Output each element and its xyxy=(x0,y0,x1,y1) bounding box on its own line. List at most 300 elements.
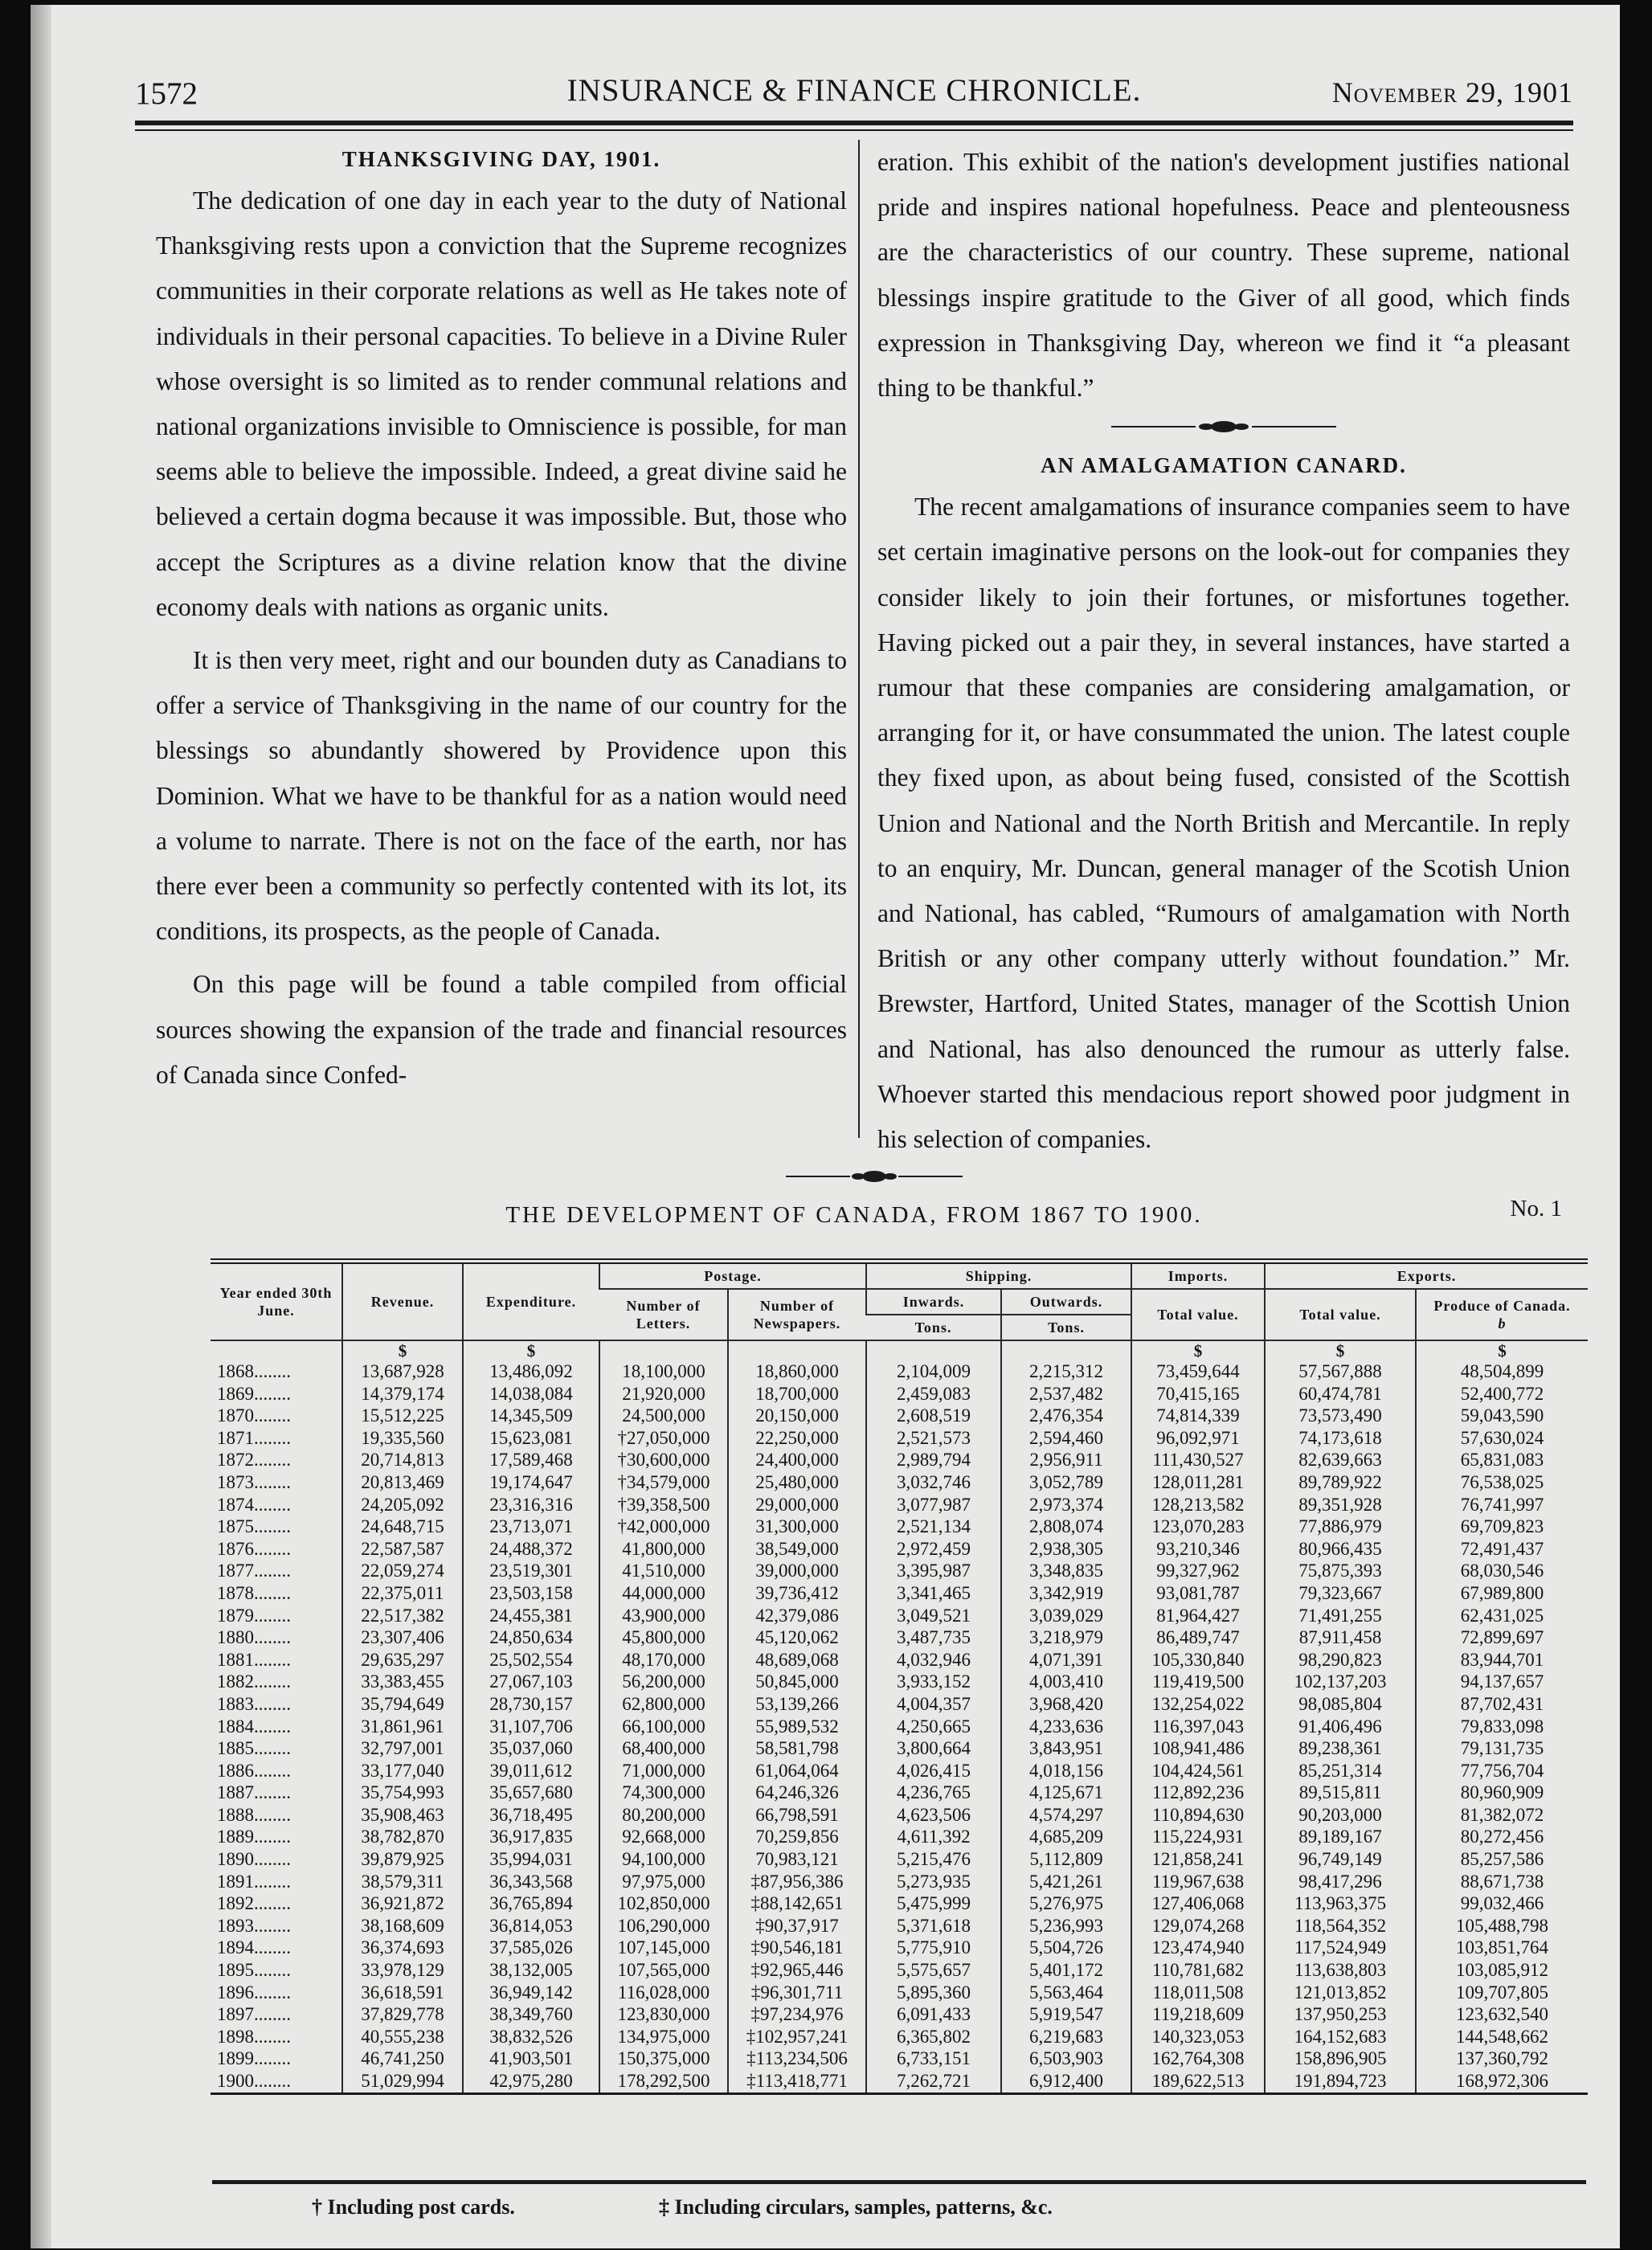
cell-expenditure: 14,038,084 xyxy=(463,1383,599,1405)
cell-expenditure: 13,486,092 xyxy=(463,1360,599,1383)
cell-imports: 119,967,638 xyxy=(1131,1871,1265,1893)
cell-expenditure: 36,343,568 xyxy=(463,1871,599,1893)
cell-outwards: 3,218,979 xyxy=(1001,1626,1131,1649)
currency-symbol: $ xyxy=(1416,1340,1588,1360)
header-exports-total: Total value. xyxy=(1265,1289,1416,1340)
cell-produce: 68,030,546 xyxy=(1416,1560,1588,1582)
table-row xyxy=(211,1582,1588,1605)
cell-expenditure: 31,107,706 xyxy=(463,1716,599,1738)
cell-imports: 129,074,268 xyxy=(1131,1915,1265,1937)
cell-year: 1874........ xyxy=(217,1494,291,1515)
cell-newspapers: 24,400,000 xyxy=(728,1449,866,1471)
cell-exports: 74,173,618 xyxy=(1265,1427,1416,1450)
cell-inwards: 3,933,152 xyxy=(866,1671,1001,1693)
cell-revenue: 46,741,250 xyxy=(342,2048,463,2070)
cell-newspapers: ‡97,234,976 xyxy=(728,2003,866,2026)
cell-inwards: 3,487,735 xyxy=(866,1626,1001,1649)
cell-imports: 74,814,339 xyxy=(1131,1405,1265,1427)
newspaper-page xyxy=(31,5,1620,2248)
cell-imports: 123,474,940 xyxy=(1131,1937,1265,1959)
cell-expenditure: 36,765,894 xyxy=(463,1892,599,1915)
cell-outwards: 2,537,482 xyxy=(1001,1383,1131,1405)
cell-imports: 70,415,165 xyxy=(1131,1383,1265,1405)
cell-letters: 68,400,000 xyxy=(599,1737,728,1760)
cell-letters: 107,565,000 xyxy=(599,1959,728,1982)
cell-produce: 88,671,738 xyxy=(1416,1871,1588,1893)
cell-outwards: 2,956,911 xyxy=(1001,1449,1131,1471)
table-row xyxy=(211,1737,1588,1760)
cell-revenue: 22,587,587 xyxy=(342,1538,463,1561)
cell-outwards: 5,563,464 xyxy=(1001,1982,1131,2004)
header-inwards: Inwards. xyxy=(866,1289,1001,1315)
cell-inwards: 2,459,083 xyxy=(866,1383,1001,1405)
cell-exports: 79,323,667 xyxy=(1265,1582,1416,1605)
cell-year: 1870........ xyxy=(217,1405,291,1426)
cell-year: 1899........ xyxy=(217,2048,291,2069)
table-row xyxy=(211,1826,1588,1848)
cell-letters: 92,668,000 xyxy=(599,1826,728,1848)
cell-exports: 96,749,149 xyxy=(1265,1848,1416,1871)
cell-imports: 132,254,022 xyxy=(1131,1693,1265,1716)
cell-exports: 98,290,823 xyxy=(1265,1649,1416,1671)
cell-produce: 168,972,306 xyxy=(1416,2070,1588,2093)
cell-revenue: 33,978,129 xyxy=(342,1959,463,1982)
cell-produce: 144,548,662 xyxy=(1416,2026,1588,2048)
cell-revenue: 24,205,092 xyxy=(342,1494,463,1516)
cell-revenue: 39,879,925 xyxy=(342,1848,463,1871)
issue-date: November 29, 1901 xyxy=(1331,76,1573,108)
table-number: No. 1 xyxy=(1510,1196,1562,1221)
table-row xyxy=(211,1471,1588,1494)
table-row xyxy=(211,1871,1588,1893)
cell-produce: 62,431,025 xyxy=(1416,1605,1588,1627)
cell-exports: 60,474,781 xyxy=(1265,1383,1416,1405)
cell-newspapers: 53,139,266 xyxy=(728,1693,866,1716)
cell-inwards: 2,972,459 xyxy=(866,1538,1001,1561)
cell-revenue: 20,714,813 xyxy=(342,1449,463,1471)
cell-inwards: 2,521,134 xyxy=(866,1516,1001,1538)
currency-symbol: $ xyxy=(1131,1340,1265,1360)
cell-letters: 21,920,000 xyxy=(599,1383,728,1405)
footnote-dagger: † Including post cards. xyxy=(312,2195,515,2219)
cell-imports: 115,224,931 xyxy=(1131,1826,1265,1848)
cell-letters: †30,600,000 xyxy=(599,1449,728,1471)
cell-produce: 105,488,798 xyxy=(1416,1915,1588,1937)
table-body xyxy=(211,1340,1588,2093)
cell-imports: 99,327,962 xyxy=(1131,1560,1265,1582)
cell-newspapers: 61,064,064 xyxy=(728,1760,866,1782)
table-row xyxy=(211,1605,1588,1627)
cell-letters: 107,145,000 xyxy=(599,1937,728,1959)
cell-outwards: 4,685,209 xyxy=(1001,1826,1131,1848)
cell-year: 1894........ xyxy=(217,1937,291,1958)
cell-outwards: 5,401,172 xyxy=(1001,1959,1131,1982)
cell-year: 1882........ xyxy=(217,1671,291,1692)
cell-produce: 87,702,431 xyxy=(1416,1693,1588,1716)
cell-imports: 118,011,508 xyxy=(1131,1982,1265,2004)
article-paragraph: The recent amalgamations of insurance companies seem to have set certain imaginative persons on the look-out for companies they consider likely to join their fortunes, or misfortunes together. Having picked out a pair they, in several instances, have started a rumour that these companies are considering amalgamation, or arranging for it, or have consummated the union. The latest couple they fixed upon, as about being fused, consisted of the Scottish Union and National and the North British and Mercantile. In reply to an enquiry, Mr. Duncan, general manager of the Scotish Union and National, has cabled, “Rumours of amalgamation with North British or any other company utterly without foundation.” Mr. Brewster, Hartford, United States, manager of the Scottish Union and National, has also denounced the rumour as utterly false. Whoever started this mendacious report showed poor judgment in his selection of companies. xyxy=(877,493,1570,1154)
cell-revenue: 20,813,469 xyxy=(342,1471,463,1494)
cell-newspapers: ‡92,965,446 xyxy=(728,1959,866,1982)
cell-expenditure: 36,718,495 xyxy=(463,1804,599,1827)
cell-expenditure: 39,011,612 xyxy=(463,1760,599,1782)
cell-exports: 98,085,804 xyxy=(1265,1693,1416,1716)
cell-revenue: 22,059,274 xyxy=(342,1560,463,1582)
cell-letters: 41,800,000 xyxy=(599,1538,728,1561)
cell-revenue: 32,797,001 xyxy=(342,1737,463,1760)
cell-imports: 162,764,308 xyxy=(1131,2048,1265,2070)
cell-revenue: 36,618,591 xyxy=(342,1982,463,2004)
cell-newspapers: 50,845,000 xyxy=(728,1671,866,1693)
cell-expenditure: 35,657,680 xyxy=(463,1782,599,1804)
table-row xyxy=(211,2026,1588,2048)
cell-newspapers: 31,300,000 xyxy=(728,1516,866,1538)
cell-newspapers: ‡90,546,181 xyxy=(728,1937,866,1959)
cell-year: 1886........ xyxy=(217,1760,291,1781)
cell-produce: 123,632,540 xyxy=(1416,2003,1588,2026)
cell-letters: 44,000,000 xyxy=(599,1582,728,1605)
cell-produce: 103,085,912 xyxy=(1416,1959,1588,1982)
cell-expenditure: 24,850,634 xyxy=(463,1626,599,1649)
cell-expenditure: 38,349,760 xyxy=(463,2003,599,2026)
cell-imports: 81,964,427 xyxy=(1131,1605,1265,1627)
table-row xyxy=(211,1360,1588,1383)
cell-outwards: 6,219,683 xyxy=(1001,2026,1131,2048)
article-paragraph: The dedication of one day in each year to the duty of National Thanksgiving rests upon a conviction that the Supreme recognizes communities in their corporate relations as well as He takes note of individuals in their personal capacities. To believe in a Divine Ruler whose oversight is so limited as to render communal relations and national organizations invisible to Omniscience is possible, for man seems able to believe the impossible. Indeed, a great divine said he believed a certain dogma because it was impossible. But, those who accept the Scriptures as a divine relation know that the divine economy deals with nations as organic units. xyxy=(156,186,847,621)
article-title-canard: AN AMALGAMATION CANARD. xyxy=(1041,453,1407,478)
cell-revenue: 36,921,872 xyxy=(342,1892,463,1915)
cell-year: 1868........ xyxy=(217,1361,291,1381)
cell-newspapers: ‡90,37,917 xyxy=(728,1915,866,1937)
cell-exports: 89,351,928 xyxy=(1265,1494,1416,1516)
cell-outwards: 5,504,726 xyxy=(1001,1937,1131,1959)
table-row xyxy=(211,1937,1588,1959)
table-row xyxy=(211,1848,1588,1871)
cell-exports: 121,013,852 xyxy=(1265,1982,1416,2004)
cell-expenditure: 17,589,468 xyxy=(463,1449,599,1471)
cell-outwards: 4,018,156 xyxy=(1001,1760,1131,1782)
table-row xyxy=(211,1782,1588,1804)
cell-outwards: 2,594,460 xyxy=(1001,1427,1131,1450)
table-row xyxy=(211,1383,1588,1405)
cell-inwards: 5,273,935 xyxy=(866,1871,1001,1893)
cell-expenditure: 24,455,381 xyxy=(463,1605,599,1627)
cell-exports: 80,966,435 xyxy=(1265,1538,1416,1561)
cell-produce: 69,709,823 xyxy=(1416,1516,1588,1538)
cell-inwards: 2,989,794 xyxy=(866,1449,1001,1471)
cell-produce: 80,960,909 xyxy=(1416,1782,1588,1804)
table-row xyxy=(211,1716,1588,1738)
cell-revenue: 31,861,961 xyxy=(342,1716,463,1738)
cell-imports: 110,781,682 xyxy=(1131,1959,1265,1982)
cell-letters: 48,170,000 xyxy=(599,1649,728,1671)
cell-outwards: 4,071,391 xyxy=(1001,1649,1131,1671)
cell-exports: 90,203,000 xyxy=(1265,1804,1416,1827)
cell-exports: 113,963,375 xyxy=(1265,1892,1416,1915)
cell-imports: 128,011,281 xyxy=(1131,1471,1265,1494)
cell-imports: 108,941,486 xyxy=(1131,1737,1265,1760)
cell-newspapers: 39,736,412 xyxy=(728,1582,866,1605)
cell-imports: 104,424,561 xyxy=(1131,1760,1265,1782)
cell-outwards: 2,973,374 xyxy=(1001,1494,1131,1516)
cell-letters: †39,358,500 xyxy=(599,1494,728,1516)
cell-letters: 106,290,000 xyxy=(599,1915,728,1937)
cell-expenditure: 41,903,501 xyxy=(463,2048,599,2070)
table-row xyxy=(211,1405,1588,1427)
cell-inwards: 6,365,802 xyxy=(866,2026,1001,2048)
cell-inwards: 6,091,433 xyxy=(866,2003,1001,2026)
cell-exports: 71,491,255 xyxy=(1265,1605,1416,1627)
table-row xyxy=(211,1892,1588,1915)
cell-year: 1884........ xyxy=(217,1716,291,1737)
cell-produce: 83,944,701 xyxy=(1416,1649,1588,1671)
cell-inwards: 3,049,521 xyxy=(866,1605,1001,1627)
cell-letters: 134,975,000 xyxy=(599,2026,728,2048)
cell-newspapers: 38,549,000 xyxy=(728,1538,866,1561)
cell-expenditure: 28,730,157 xyxy=(463,1693,599,1716)
cell-exports: 137,950,253 xyxy=(1265,2003,1416,2026)
cell-year: 1893........ xyxy=(217,1915,291,1936)
cell-year: 1869........ xyxy=(217,1383,291,1404)
cell-exports: 158,896,905 xyxy=(1265,2048,1416,2070)
header-year: Year ended 30th June. xyxy=(211,1262,342,1341)
cell-year: 1876........ xyxy=(217,1538,291,1559)
currency-symbol: $ xyxy=(1265,1340,1416,1360)
cell-outwards: 6,912,400 xyxy=(1001,2070,1131,2093)
cell-imports: 189,622,513 xyxy=(1131,2070,1265,2093)
table-row xyxy=(211,1671,1588,1693)
cell-revenue: 38,579,311 xyxy=(342,1871,463,1893)
cell-letters: 150,375,000 xyxy=(599,2048,728,2070)
cell-revenue: 35,754,993 xyxy=(342,1782,463,1804)
cell-produce: 109,707,805 xyxy=(1416,1982,1588,2004)
cell-letters: 94,100,000 xyxy=(599,1848,728,1871)
cell-revenue: 22,517,382 xyxy=(342,1605,463,1627)
cell-revenue: 35,908,463 xyxy=(342,1804,463,1827)
cell-outwards: 6,503,903 xyxy=(1001,2048,1131,2070)
cell-imports: 112,892,236 xyxy=(1131,1782,1265,1804)
article-continuation: eration. This exhibit of the nation's development justifies national pride and inspires national hopefulness. Peace and plenteousness are the characteristics of our country. These supreme, national blessings inspire gratitude to the Giver of all good, which finds expression in Thanksgiving Day, whereon we find it “a pleasant thing to be thankful.” xyxy=(877,148,1570,403)
cell-imports: 105,330,840 xyxy=(1131,1649,1265,1671)
cell-year: 1888........ xyxy=(217,1804,291,1825)
table-row xyxy=(211,1538,1588,1561)
cell-outwards: 5,421,261 xyxy=(1001,1871,1131,1893)
cell-expenditure: 23,316,316 xyxy=(463,1494,599,1516)
cell-exports: 73,573,490 xyxy=(1265,1405,1416,1427)
article-paragraph: It is then very meet, right and our bounden duty as Canadians to offer a service of Thanksgiving in the name of our country for the blessings so abundantly showered by Providence upon this Dominion. What we have to be thankful for as a nation would need a volume to narrate. There is not on the face of the earth, nor has there ever been a community so perfectly contented with its lot, its conditions, its prospects, as the people of Canada. xyxy=(156,646,847,946)
header-revenue: Revenue. xyxy=(342,1262,463,1341)
cell-imports: 123,070,283 xyxy=(1131,1516,1265,1538)
development-table xyxy=(211,1258,1588,2095)
cell-newspapers: 18,700,000 xyxy=(728,1383,866,1405)
cell-revenue: 51,029,994 xyxy=(342,2070,463,2093)
cell-newspapers: 22,250,000 xyxy=(728,1427,866,1450)
cell-letters: †27,050,000 xyxy=(599,1427,728,1450)
cell-revenue: 40,555,238 xyxy=(342,2026,463,2048)
cell-produce: 94,137,657 xyxy=(1416,1671,1588,1693)
right-column xyxy=(877,140,1570,1162)
cell-produce: 76,741,997 xyxy=(1416,1494,1588,1516)
cell-expenditure: 23,503,158 xyxy=(463,1582,599,1605)
cell-letters: 74,300,000 xyxy=(599,1782,728,1804)
cell-inwards: 3,341,465 xyxy=(866,1582,1001,1605)
cell-newspapers: 25,480,000 xyxy=(728,1471,866,1494)
table-ornament xyxy=(786,1167,963,1186)
cell-newspapers: 39,000,000 xyxy=(728,1560,866,1582)
cell-year: 1887........ xyxy=(217,1782,291,1803)
table-row xyxy=(211,1560,1588,1582)
binding-edge xyxy=(31,5,51,2248)
cell-year: 1900........ xyxy=(217,2071,291,2091)
table-row xyxy=(211,1959,1588,1982)
cell-revenue: 36,374,693 xyxy=(342,1937,463,1959)
cell-year: 1895........ xyxy=(217,1960,291,1981)
cell-produce: 52,400,772 xyxy=(1416,1383,1588,1405)
header-rule xyxy=(135,121,1573,125)
table-row xyxy=(211,2048,1588,2070)
table-row xyxy=(211,1760,1588,1782)
cell-year: 1879........ xyxy=(217,1605,291,1626)
cell-inwards: 2,521,573 xyxy=(866,1427,1001,1450)
cell-imports: 119,419,500 xyxy=(1131,1671,1265,1693)
cell-produce: 57,630,024 xyxy=(1416,1427,1588,1450)
cell-exports: 57,567,888 xyxy=(1265,1360,1416,1383)
header-letters: Number of Letters. xyxy=(599,1289,728,1340)
cell-newspapers: 48,689,068 xyxy=(728,1649,866,1671)
table-row xyxy=(211,2070,1588,2093)
cell-produce: 72,899,697 xyxy=(1416,1626,1588,1649)
header-outwards: Outwards. xyxy=(1001,1289,1131,1315)
table-row xyxy=(211,1494,1588,1516)
cell-inwards: 4,611,392 xyxy=(866,1826,1001,1848)
cell-revenue: 19,335,560 xyxy=(342,1427,463,1450)
cell-exports: 87,911,458 xyxy=(1265,1626,1416,1649)
cell-year: 1872........ xyxy=(217,1450,291,1471)
cell-expenditure: 35,994,031 xyxy=(463,1848,599,1871)
cell-outwards: 2,476,354 xyxy=(1001,1405,1131,1427)
cell-inwards: 6,733,151 xyxy=(866,2048,1001,2070)
header-produce-note: b xyxy=(1498,1315,1507,1332)
cell-year: 1896........ xyxy=(217,1982,291,2002)
cell-produce: 137,360,792 xyxy=(1416,2048,1588,2070)
cell-outwards: 3,968,420 xyxy=(1001,1693,1131,1716)
column-divider xyxy=(858,140,860,1138)
cell-year: 1880........ xyxy=(217,1627,291,1648)
cell-letters: 71,000,000 xyxy=(599,1760,728,1782)
cell-inwards: 5,475,999 xyxy=(866,1892,1001,1915)
cell-exports: 191,894,723 xyxy=(1265,2070,1416,2093)
cell-imports: 111,430,527 xyxy=(1131,1449,1265,1471)
cell-newspapers: 66,798,591 xyxy=(728,1804,866,1827)
cell-expenditure: 15,623,081 xyxy=(463,1427,599,1450)
cell-newspapers: 20,150,000 xyxy=(728,1405,866,1427)
cell-outwards: 4,125,671 xyxy=(1001,1782,1131,1804)
cell-expenditure: 36,949,142 xyxy=(463,1982,599,2004)
cell-produce: 79,131,735 xyxy=(1416,1737,1588,1760)
cell-produce: 59,043,590 xyxy=(1416,1405,1588,1427)
cell-outwards: 5,112,809 xyxy=(1001,1848,1131,1871)
cell-inwards: 5,775,910 xyxy=(866,1937,1001,1959)
cell-letters: 56,200,000 xyxy=(599,1671,728,1693)
cell-letters: 62,800,000 xyxy=(599,1693,728,1716)
cell-newspapers: ‡96,301,711 xyxy=(728,1982,866,2004)
cell-expenditure: 27,067,103 xyxy=(463,1671,599,1693)
cell-inwards: 3,800,664 xyxy=(866,1737,1001,1760)
cell-year: 1891........ xyxy=(217,1871,291,1892)
cell-expenditure: 36,917,835 xyxy=(463,1826,599,1848)
cell-exports: 89,189,167 xyxy=(1265,1826,1416,1848)
cell-newspapers: 55,989,532 xyxy=(728,1716,866,1738)
cell-inwards: 4,026,415 xyxy=(866,1760,1001,1782)
table-row xyxy=(211,1982,1588,2004)
cell-inwards: 5,575,657 xyxy=(866,1959,1001,1982)
header-tons-in: Tons. xyxy=(866,1315,1001,1340)
cell-imports: 93,210,346 xyxy=(1131,1538,1265,1561)
cell-expenditure: 36,814,053 xyxy=(463,1915,599,1937)
cell-exports: 113,638,803 xyxy=(1265,1959,1416,1982)
cell-exports: 89,238,361 xyxy=(1265,1737,1416,1760)
cell-letters: 18,100,000 xyxy=(599,1360,728,1383)
cell-newspapers: ‡87,956,386 xyxy=(728,1871,866,1893)
table-row xyxy=(211,1649,1588,1671)
cell-inwards: 2,608,519 xyxy=(866,1405,1001,1427)
cell-year: 1878........ xyxy=(217,1582,291,1603)
cell-inwards: 2,104,009 xyxy=(866,1360,1001,1383)
cell-outwards: 3,348,835 xyxy=(1001,1560,1131,1582)
table-header-row xyxy=(211,1262,1588,1290)
cell-exports: 102,137,203 xyxy=(1265,1671,1416,1693)
cell-revenue: 23,307,406 xyxy=(342,1626,463,1649)
cell-inwards: 4,623,506 xyxy=(866,1804,1001,1827)
cell-year: 1897........ xyxy=(217,2004,291,2025)
cell-produce: 80,272,456 xyxy=(1416,1826,1588,1848)
cell-letters: †34,579,000 xyxy=(599,1471,728,1494)
cell-revenue: 33,177,040 xyxy=(342,1760,463,1782)
left-column xyxy=(156,141,847,1098)
cell-inwards: 3,032,746 xyxy=(866,1471,1001,1494)
cell-year: 1890........ xyxy=(217,1849,291,1870)
cell-imports: 96,092,971 xyxy=(1131,1427,1265,1450)
page-header xyxy=(135,72,1573,112)
cell-year: 1898........ xyxy=(217,2026,291,2047)
cell-exports: 117,524,949 xyxy=(1265,1937,1416,1959)
cell-inwards: 4,032,946 xyxy=(866,1649,1001,1671)
article-title-thanksgiving: THANKSGIVING DAY, 1901. xyxy=(341,147,661,171)
cell-exports: 91,406,496 xyxy=(1265,1716,1416,1738)
cell-outwards: 3,039,029 xyxy=(1001,1605,1131,1627)
cell-inwards: 7,262,721 xyxy=(866,2070,1001,2093)
cell-expenditure: 24,488,372 xyxy=(463,1538,599,1561)
footnote-double-dagger: ‡ Including circulars, samples, patterns, &c. xyxy=(659,2195,1053,2219)
cell-exports: 164,152,683 xyxy=(1265,2026,1416,2048)
cell-letters: 41,510,000 xyxy=(599,1560,728,1582)
header-expenditure: Expenditure. xyxy=(463,1262,599,1341)
cell-exports: 89,789,922 xyxy=(1265,1471,1416,1494)
cell-newspapers: 18,860,000 xyxy=(728,1360,866,1383)
cell-expenditure: 38,832,526 xyxy=(463,2026,599,2048)
cell-newspapers: 64,246,326 xyxy=(728,1782,866,1804)
footnotes xyxy=(191,2195,1557,2228)
table-row xyxy=(211,1427,1588,1450)
cell-letters: †42,000,000 xyxy=(599,1516,728,1538)
header-imports-total: Total value. xyxy=(1131,1289,1265,1340)
cell-newspapers: ‡113,234,506 xyxy=(728,2048,866,2070)
cell-outwards: 3,843,951 xyxy=(1001,1737,1131,1760)
cell-outwards: 5,236,993 xyxy=(1001,1915,1131,1937)
table-row xyxy=(211,1693,1588,1716)
cell-exports: 118,564,352 xyxy=(1265,1915,1416,1937)
header-postage: Postage. xyxy=(599,1262,866,1290)
